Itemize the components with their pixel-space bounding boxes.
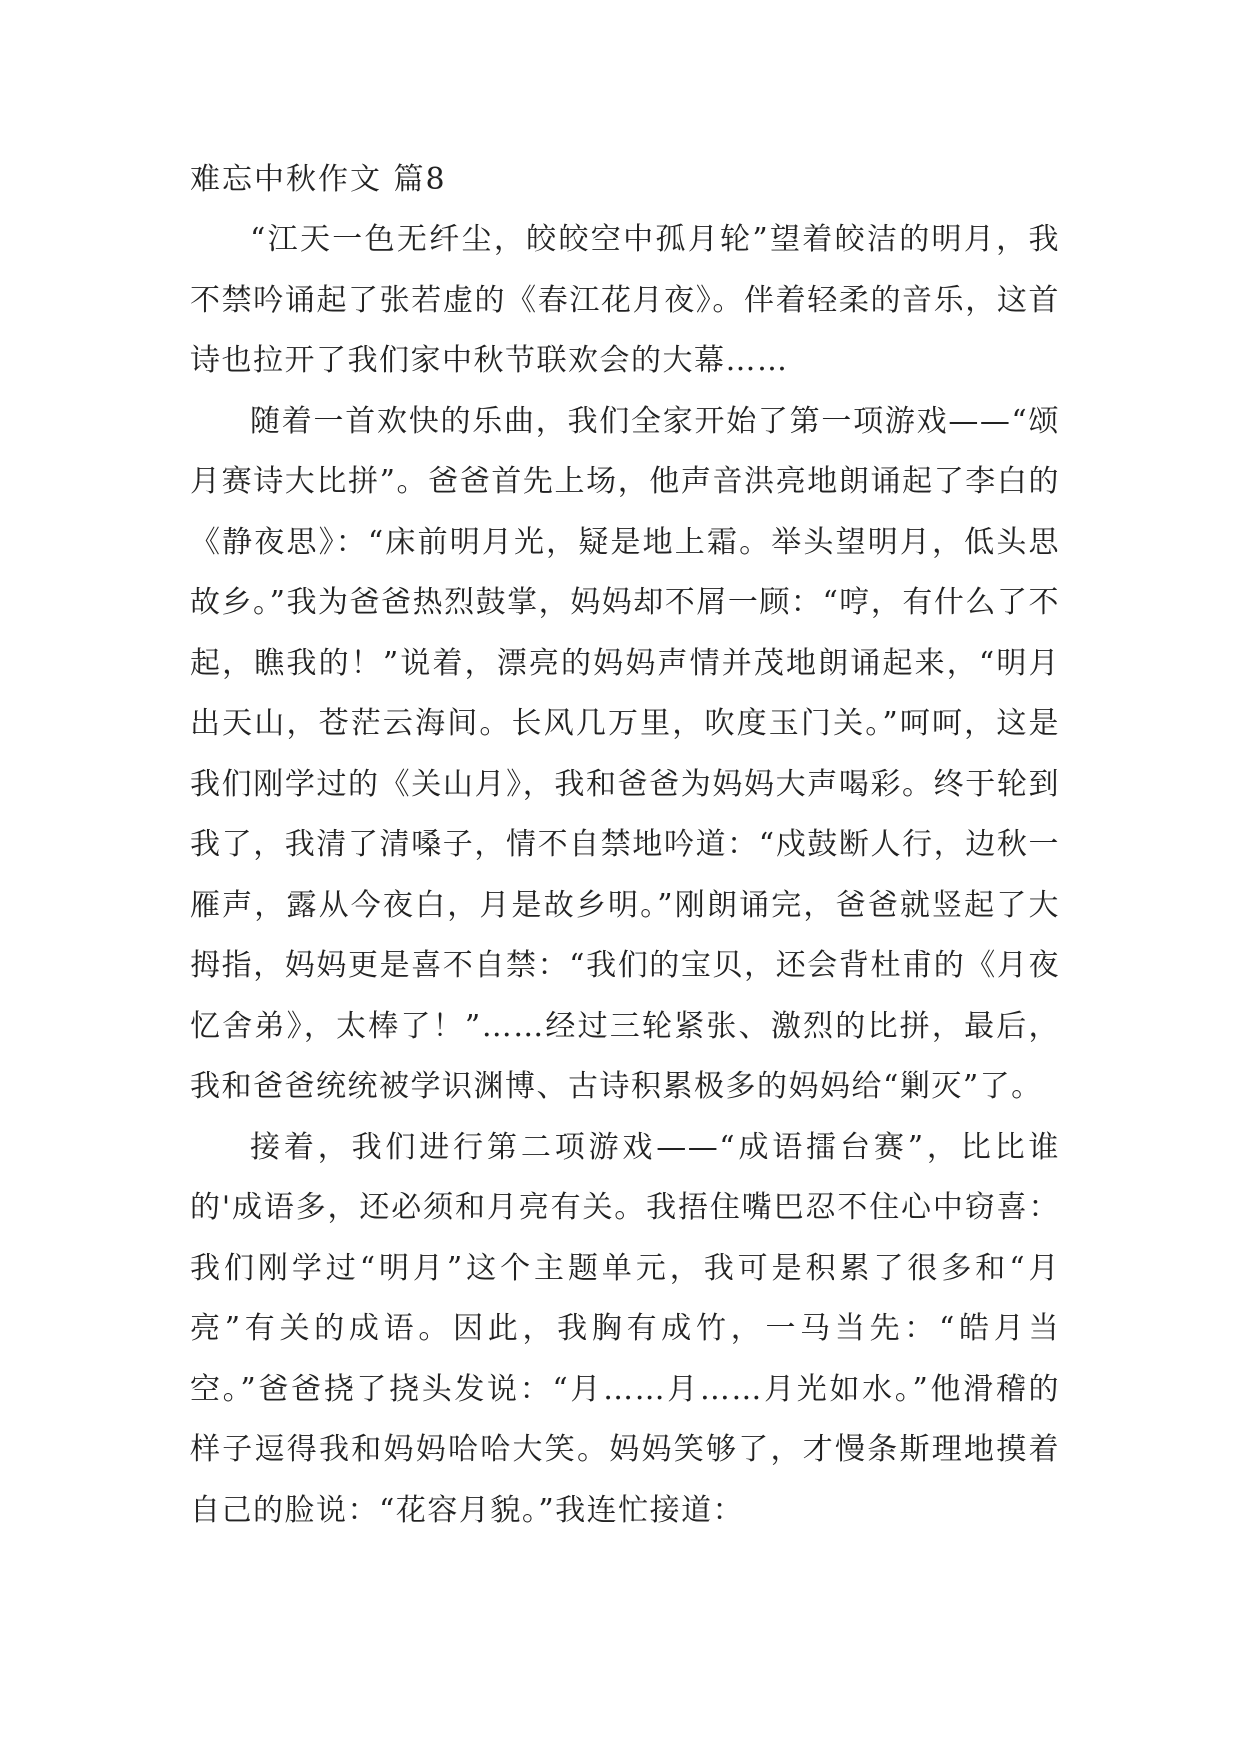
document-body (190, 150, 1060, 1541)
paragraph-2: 随着一首欢快的乐曲，我们全家开始了第一项游戏——“颂月赛诗大比拼”。爸爸首先上场，他声音洪亮地朗诵起了李白的《静夜思》：“床前明月光，疑是地上霜。举头望明月，低头思故乡。”我为爸爸热烈鼓掌，妈妈却不屑一顾：“哼，有什么了不起，瞧我的！”说着，漂亮的妈妈声情并茂地朗诵起来，“明月出天山，苍茫云海间。长风几万里，吹度玉门关。”呵呵，这是我们刚学过的《关山月》，我和爸爸为妈妈大声喝彩。终于轮到我了，我清了清嗓子，情不自禁地吟道：“戍鼓断人行，边秋一雁声，露从今夜白，月是故乡明。”刚朗诵完，爸爸就竖起了大拇指，妈妈更是喜不自禁：“我们的宝贝，还会背杜甫的《月夜忆舍弟》，太棒了！”……经过三轮紧张、激烈的比拼，最后，我和爸爸统统被学识渊博、古诗积累极多的妈妈给“剿灭”了。 (190, 403, 1060, 1104)
paragraph-3: 接着，我们进行第二项游戏——“成语擂台赛”，比比谁的'成语多，还必须和月亮有关。我捂住嘴巴忍不住心中窃喜：我们刚学过“明月”这个主题单元，我可是积累了很多和“月亮”有关的成语。因此，我胸有成竹，一马当先：“皓月当空。”爸爸挠了挠头发说：“月……月……月光如水。”他滑稽的样子逗得我和妈妈哈哈大笑。妈妈笑够了，才慢条斯理地摸着自己的脸说：“花容月貌。”我连忙接道： (190, 1129, 1060, 1528)
document-title: 难忘中秋作文 篇8 (190, 162, 447, 197)
paragraph-1: “江天一色无纤尘，皎皎空中孤月轮”望着皎洁的明月，我不禁吟诵起了张若虚的《春江花月夜》。伴着轻柔的音乐，这首诗也拉开了我们家中秋节联欢会的大幕…… (190, 222, 1060, 378)
